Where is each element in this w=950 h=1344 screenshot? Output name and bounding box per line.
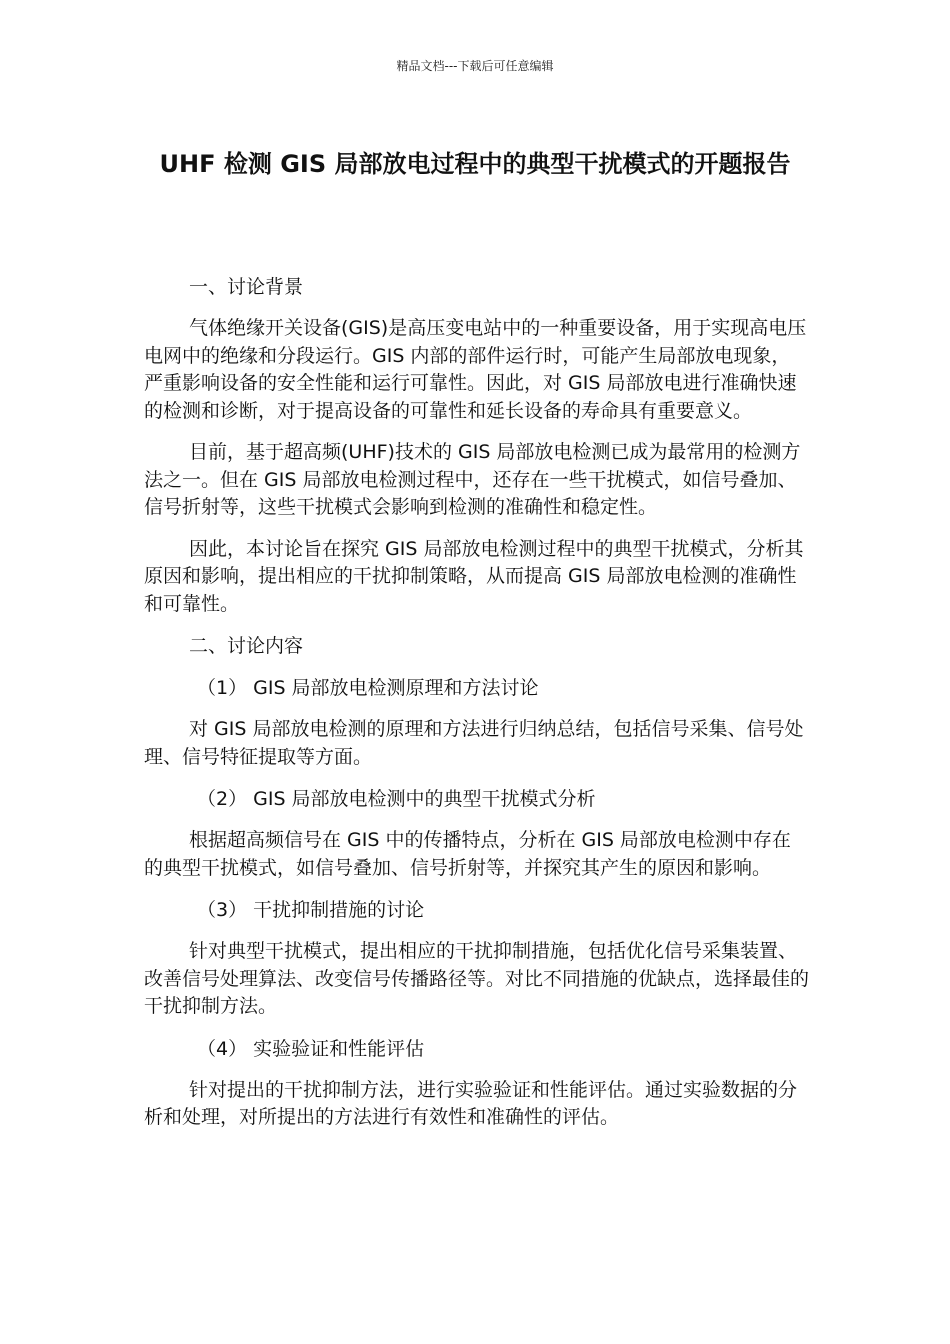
sub-heading: （1） GIS 局部放电检测原理和方法讨论 <box>197 677 539 699</box>
page-header: 精品文档---下载后可任意编辑 <box>396 59 554 73</box>
section-heading-content: 二、讨论内容 <box>189 635 304 657</box>
paragraph: 针对提出的干扰抑制方法，进行实验验证和性能评估。通过实验数据的分析和处理，对所提出的方法进行有效性和准确性的评估。 <box>144 1078 798 1128</box>
paragraph: 目前，基于超高频(UHF)技术的 GIS 局部放电检测已成为最常用的检测方法之一。但在 GIS 局部放电检测过程中，还存在一些干扰模式，如信号叠加、信号折射等，这些干扰模式会影响到检测的准确性和稳定性。 <box>144 441 801 518</box>
document-body <box>144 273 809 1146</box>
sub-heading: （4） 实验验证和性能评估 <box>197 1037 425 1060</box>
paragraph: 因此，本讨论旨在探究 GIS 局部放电检测过程中的典型干扰模式，分析其原因和影响，提出相应的干扰抑制策略，从而提高 GIS 局部放电检测的准确性和可靠性。 <box>144 537 804 615</box>
sub-heading: （3） 干扰抑制措施的讨论 <box>197 899 425 921</box>
document-title: UHF 检测 GIS 局部放电过程中的典型干扰模式的开题报告 <box>159 150 791 178</box>
paragraph: 对 GIS 局部放电检测的原理和方法进行归纳总结，包括信号采集、信号处理、信号特征提取等方面。 <box>144 718 804 768</box>
paragraph: 根据超高频信号在 GIS 中的传播特点，分析在 GIS 局部放电检测中存在的典型干扰模式，如信号叠加、信号折射等，并探究其产生的原因和影响。 <box>144 829 791 879</box>
paragraph: 气体绝缘开关设备(GIS)是高压变电站中的一种重要设备，用于实现高电压电网中的绝缘和分段运行。GIS 内部的部件运行时，可能产生局部放电现象，严重影响设备的安全性能和运行可靠性。因此，对 GIS 局部放电进行准确快速的检测和诊断，对于提高设备的可靠性和延长设备的寿命具有重要意义。 <box>144 317 807 422</box>
section-heading-background: 一、讨论背景 <box>189 276 304 298</box>
sub-heading: （2） GIS 局部放电检测中的典型干扰模式分析 <box>197 788 596 810</box>
paragraph: 针对典型干扰模式，提出相应的干扰抑制措施，包括优化信号采集装置、改善信号处理算法、改变信号传播路径等。对比不同措施的优缺点，选择最佳的干扰抑制方法。 <box>144 940 810 1017</box>
